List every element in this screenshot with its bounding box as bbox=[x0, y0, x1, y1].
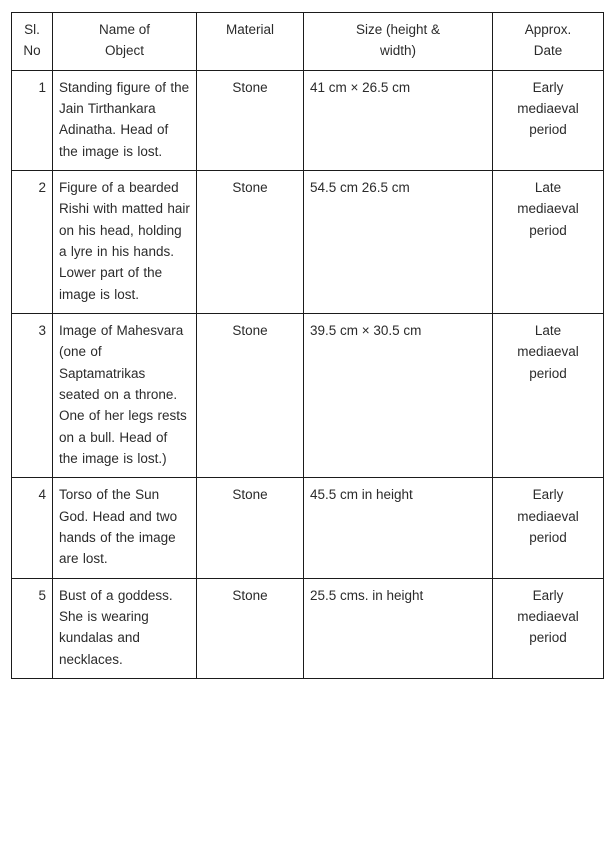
cell-date-line3: period bbox=[529, 630, 567, 646]
column-header-sl-no bbox=[12, 13, 53, 71]
table-row bbox=[12, 313, 604, 477]
cell-name: Image of Mahesvara (one of Saptamatrikas seated on a throne. One of her legs rests on a bull. Head of the image is lost.) bbox=[53, 313, 197, 477]
cell-sl-no: 2 bbox=[12, 170, 53, 313]
cell-material: Stone bbox=[197, 170, 304, 313]
table-row bbox=[12, 578, 604, 678]
column-header-size-line1: Size (height & bbox=[355, 22, 441, 37]
cell-size: 54.5 cm 26.5 cm bbox=[304, 170, 493, 313]
cell-date-line3: period bbox=[529, 222, 567, 238]
cell-date-line2: mediaeval bbox=[517, 344, 579, 360]
cell-date-line2: mediaeval bbox=[517, 508, 579, 524]
cell-size: 45.5 cm in height bbox=[304, 478, 493, 578]
cell-date-line1: Early bbox=[532, 487, 564, 503]
table-header bbox=[12, 13, 604, 71]
cell-sl-no: 4 bbox=[12, 478, 53, 578]
column-header-size-line2: width) bbox=[379, 43, 416, 59]
cell-name: Figure of a bearded Rishi with matted hair on his head, holding a lyre in his hands. Lower part of the image is lost. bbox=[53, 170, 197, 313]
cell-approx-date bbox=[493, 578, 604, 678]
cell-sl-no: 3 bbox=[12, 313, 53, 477]
cell-date-line2: mediaeval bbox=[517, 608, 579, 624]
cell-material: Stone bbox=[197, 478, 304, 578]
cell-name: Torso of the Sun God. Head and two hands of the image are lost. bbox=[53, 478, 197, 578]
cell-approx-date bbox=[493, 70, 604, 170]
column-header-sl-no-line1: Sl. bbox=[24, 22, 40, 37]
cell-approx-date bbox=[493, 170, 604, 313]
table-row bbox=[12, 170, 604, 313]
table-header-row bbox=[12, 13, 604, 71]
cell-name: Bust of a goddess. She is wearing kundalas and necklaces. bbox=[53, 578, 197, 678]
cell-date-line2: mediaeval bbox=[517, 201, 579, 217]
cell-date-line1: Early bbox=[532, 587, 564, 603]
cell-sl-no: 1 bbox=[12, 70, 53, 170]
column-header-date-line2: Date bbox=[533, 43, 563, 59]
column-header-name-line1: Name of bbox=[98, 22, 151, 37]
column-header-name-of-object bbox=[53, 13, 197, 71]
column-header-sl-no-line2: No bbox=[23, 43, 41, 59]
column-header-name-line2: Object bbox=[104, 43, 145, 59]
cell-date-line1: Late bbox=[534, 322, 562, 338]
cell-sl-no: 5 bbox=[12, 578, 53, 678]
table-row bbox=[12, 70, 604, 170]
column-header-date-line1: Approx. bbox=[524, 22, 572, 37]
column-header-material bbox=[197, 13, 304, 71]
cell-approx-date bbox=[493, 313, 604, 477]
cell-size: 41 cm × 26.5 cm bbox=[304, 70, 493, 170]
artifacts-table bbox=[11, 12, 604, 679]
cell-date-line1: Early bbox=[532, 79, 564, 95]
cell-date-line1: Late bbox=[534, 179, 562, 195]
column-header-material-line1: Material bbox=[225, 22, 274, 37]
column-header-approx-date bbox=[493, 13, 604, 71]
cell-size: 25.5 cms. in height bbox=[304, 578, 493, 678]
cell-date-line3: period bbox=[529, 365, 567, 381]
cell-material: Stone bbox=[197, 70, 304, 170]
table-body bbox=[12, 70, 604, 678]
cell-material: Stone bbox=[197, 578, 304, 678]
cell-date-line3: period bbox=[529, 122, 567, 138]
column-header-size bbox=[304, 13, 493, 71]
cell-size: 39.5 cm × 30.5 cm bbox=[304, 313, 493, 477]
cell-material: Stone bbox=[197, 313, 304, 477]
cell-name: Standing figure of the Jain Tirthankara Adinatha. Head of the image is lost. bbox=[53, 70, 197, 170]
cell-approx-date bbox=[493, 478, 604, 578]
table-row bbox=[12, 478, 604, 578]
cell-date-line2: mediaeval bbox=[517, 100, 579, 116]
cell-date-line3: period bbox=[529, 529, 567, 545]
